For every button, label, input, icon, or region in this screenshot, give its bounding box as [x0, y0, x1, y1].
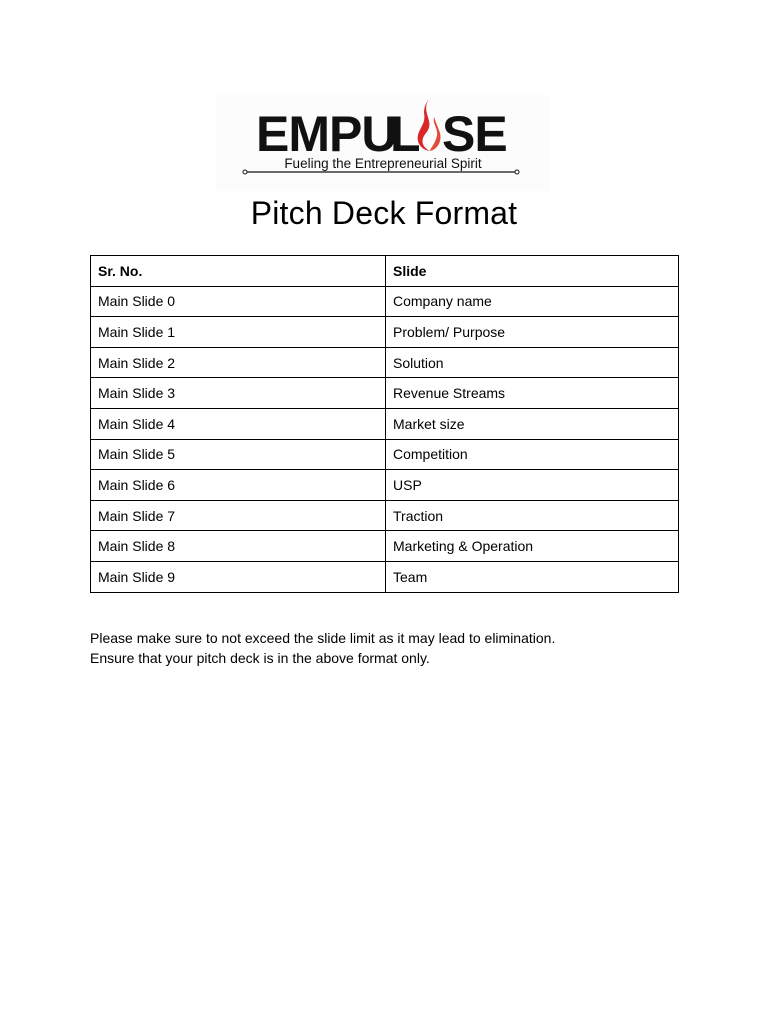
logo-text-l: L [390, 106, 421, 162]
slide-cell: Traction [386, 500, 679, 531]
logo-tagline: Fueling the Entrepreneurial Spirit [284, 156, 482, 171]
note-format: Ensure that your pitch deck is in the above format only. [90, 650, 430, 666]
sr-no-cell: Main Slide 5 [91, 439, 386, 470]
flame-icon [418, 99, 441, 151]
page-title: Pitch Deck Format [250, 195, 518, 231]
table-row [91, 470, 679, 501]
table-row [91, 561, 679, 592]
table-row [91, 347, 679, 378]
instructions [90, 628, 555, 668]
table-row [91, 317, 679, 348]
logo-graphic [216, 95, 550, 191]
table-row [91, 439, 679, 470]
header-sr-no: Sr. No. [91, 256, 386, 287]
slide-cell: USP [386, 470, 679, 501]
table-row [91, 408, 679, 439]
table-row [91, 378, 679, 409]
pitch-deck-table [90, 255, 679, 593]
slide-cell: Solution [386, 347, 679, 378]
sr-no-cell: Main Slide 8 [91, 531, 386, 562]
table-row [91, 500, 679, 531]
sr-no-cell: Main Slide 1 [91, 317, 386, 348]
header-slide: Slide [386, 256, 679, 287]
table-row [91, 286, 679, 317]
table-row [91, 531, 679, 562]
logo-text-left: EMPU [256, 106, 397, 162]
sr-no-cell: Main Slide 4 [91, 408, 386, 439]
note-slide-limit: Please make sure to not exceed the slide limit as it may lead to elimination. [90, 630, 556, 646]
slide-cell: Team [386, 561, 679, 592]
sr-no-cell: Main Slide 3 [91, 378, 386, 409]
sr-no-cell: Main Slide 0 [91, 286, 386, 317]
slide-cell: Marketing & Operation [386, 531, 679, 562]
sr-no-cell: Main Slide 2 [91, 347, 386, 378]
slide-cell: Revenue Streams [386, 378, 679, 409]
slide-cell: Problem/ Purpose [386, 317, 679, 348]
table-header-row [91, 256, 679, 287]
slide-cell: Company name [386, 286, 679, 317]
empulse-logo [216, 95, 550, 191]
sr-no-cell: Main Slide 7 [91, 500, 386, 531]
logo-text-right: SE [442, 106, 507, 162]
slide-cell: Market size [386, 408, 679, 439]
slide-cell: Competition [386, 439, 679, 470]
sr-no-cell: Main Slide 6 [91, 470, 386, 501]
sr-no-cell: Main Slide 9 [91, 561, 386, 592]
